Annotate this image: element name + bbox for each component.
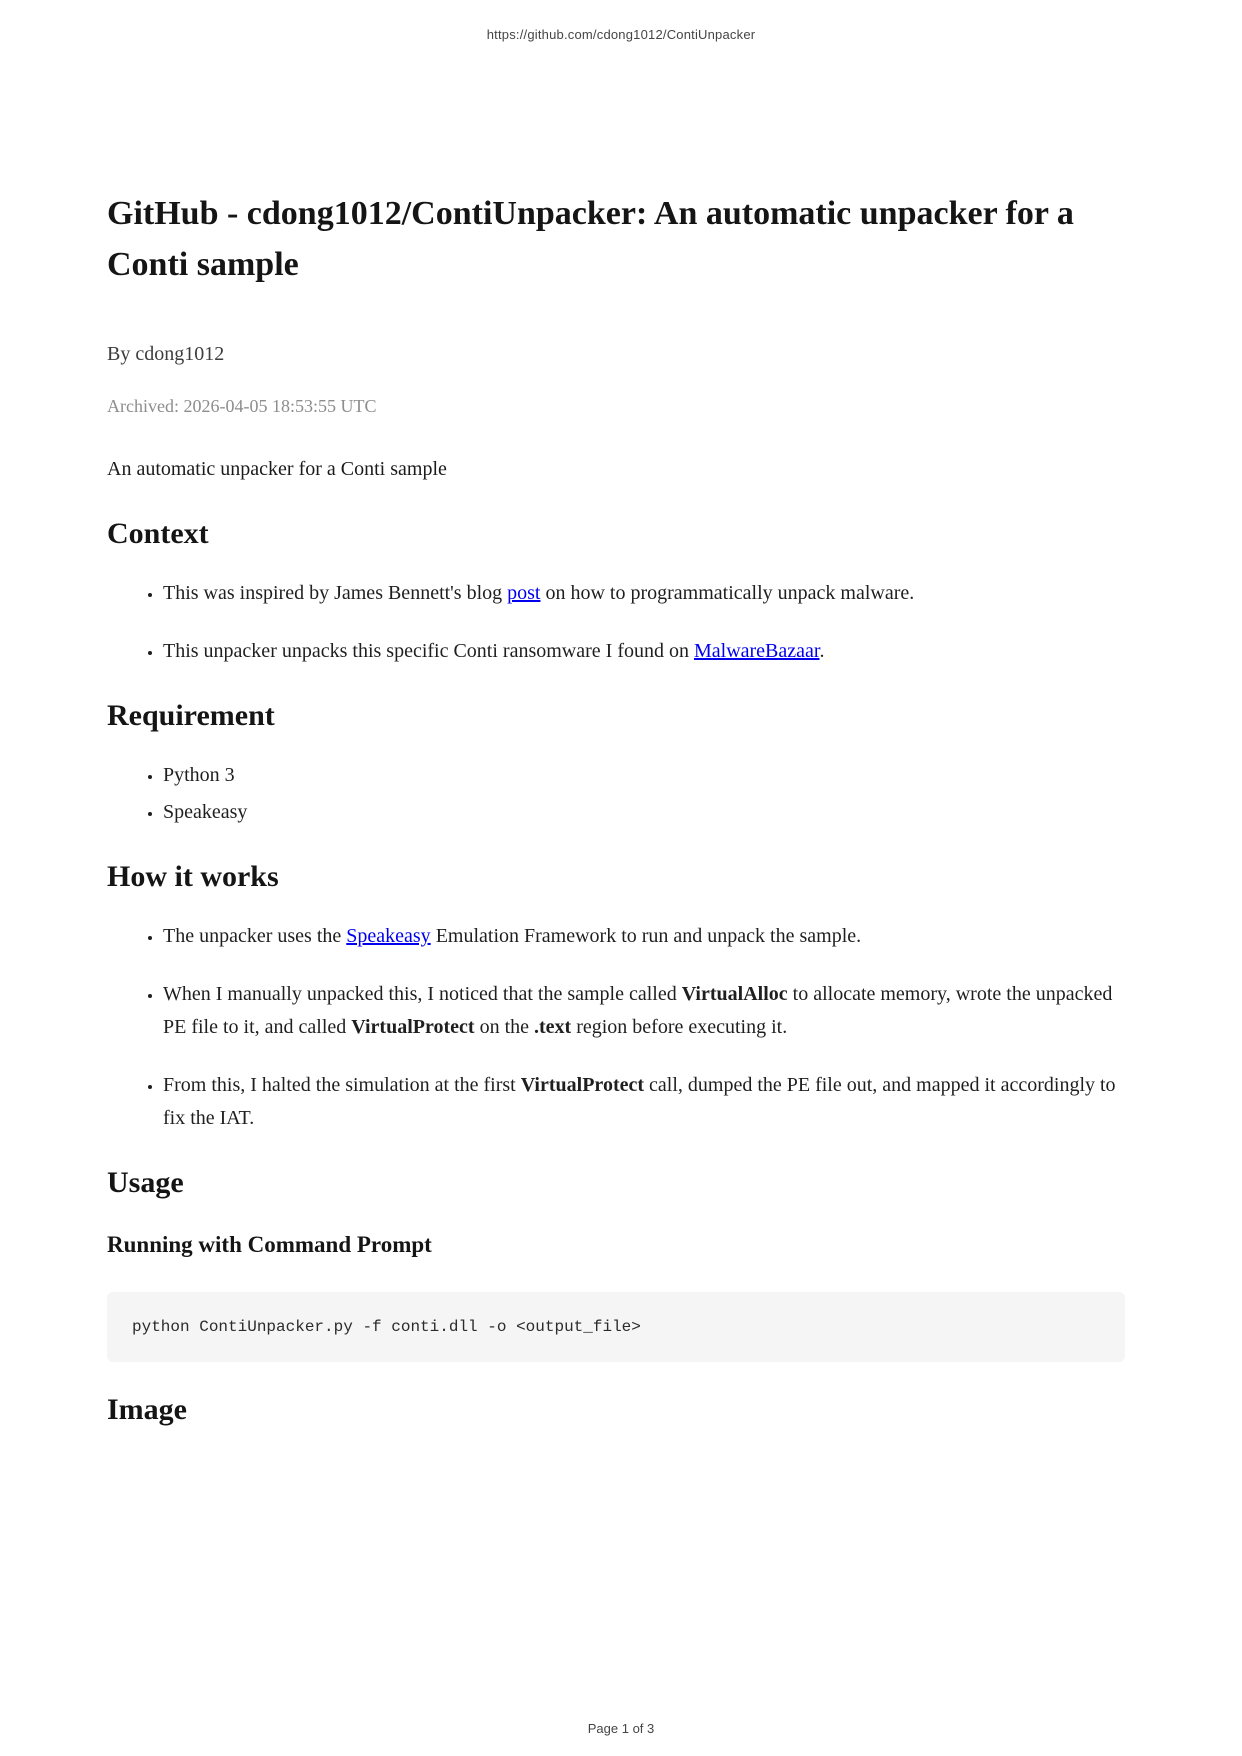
text-segment: on the: [474, 1016, 534, 1039]
code-text: python ContiUnpacker.py -f conti.dll -o <output_file>: [132, 1318, 641, 1337]
source-url-header: https://github.com/cdong1012/ContiUnpacker: [486, 27, 756, 42]
page-number: Page 1 of 3: [587, 1721, 655, 1736]
document-body: [107, 0, 1125, 1453]
section-heading-usage: Usage: [107, 1166, 184, 1200]
archive-timestamp: Archived: 2026-04-05 18:53:55 UTC: [107, 396, 377, 416]
text-segment: call, dumped the PE file out, and mapped it accordingly to fix the IAT.: [163, 1074, 1116, 1130]
subheading-running-with-command-prompt: Running with Command Prompt: [107, 1232, 432, 1258]
context-list: [107, 577, 1125, 668]
list-item: • Speakeasy: [163, 796, 1125, 829]
text-segment: region before executing it.: [571, 1016, 788, 1039]
section-heading-context: Context: [107, 517, 209, 551]
byline: By cdong1012: [107, 343, 225, 365]
text-segment: When I manually unpacked this, I noticed that the sample called: [163, 983, 682, 1006]
inline-link[interactable]: MalwareBazaar: [693, 640, 820, 663]
text-segment: This was inspired by James Bennett's blog: [163, 582, 508, 605]
bold-text: VirtualAlloc: [681, 983, 788, 1006]
page-title: GitHub - cdong1012/ContiUnpacker: An automatic unpacker for a Conti sample: [107, 195, 1074, 283]
inline-link[interactable]: post: [507, 582, 541, 605]
list-item: [163, 635, 1125, 668]
text-segment: .: [819, 640, 825, 663]
section-heading-requirement: Requirement: [107, 699, 275, 733]
text-segment: to allocate memory, wrote the unpacked PE file to it, and called: [163, 983, 1113, 1039]
repo-description: An automatic unpacker for a Conti sample: [107, 458, 447, 481]
text-segment: Emulation Framework to run and unpack the sample.: [430, 925, 862, 948]
text-segment: From this, I halted the simulation at the first: [163, 1074, 521, 1097]
how-it-works-list: [107, 920, 1125, 1135]
text-segment: on how to programmatically unpack malware.: [540, 582, 915, 605]
inline-link[interactable]: Speakeasy: [346, 925, 431, 948]
list-item: • Python 3: [163, 759, 1125, 792]
bold-text: VirtualProtect: [351, 1016, 475, 1039]
section-heading-how-it-works: How it works: [107, 860, 279, 894]
section-heading-image: Image: [107, 1393, 187, 1427]
list-item: [163, 920, 1125, 953]
text-segment: The unpacker uses the: [163, 925, 347, 948]
requirement-list: [107, 759, 1125, 829]
list-item: [163, 577, 1125, 610]
bold-text: .text: [534, 1016, 572, 1039]
list-item: [163, 1069, 1125, 1135]
text-segment: This unpacker unpacks this specific Conti ransomware I found on: [163, 640, 694, 663]
list-item: [163, 978, 1125, 1044]
bold-text: VirtualProtect: [520, 1074, 645, 1097]
code-block: [107, 1292, 1125, 1362]
